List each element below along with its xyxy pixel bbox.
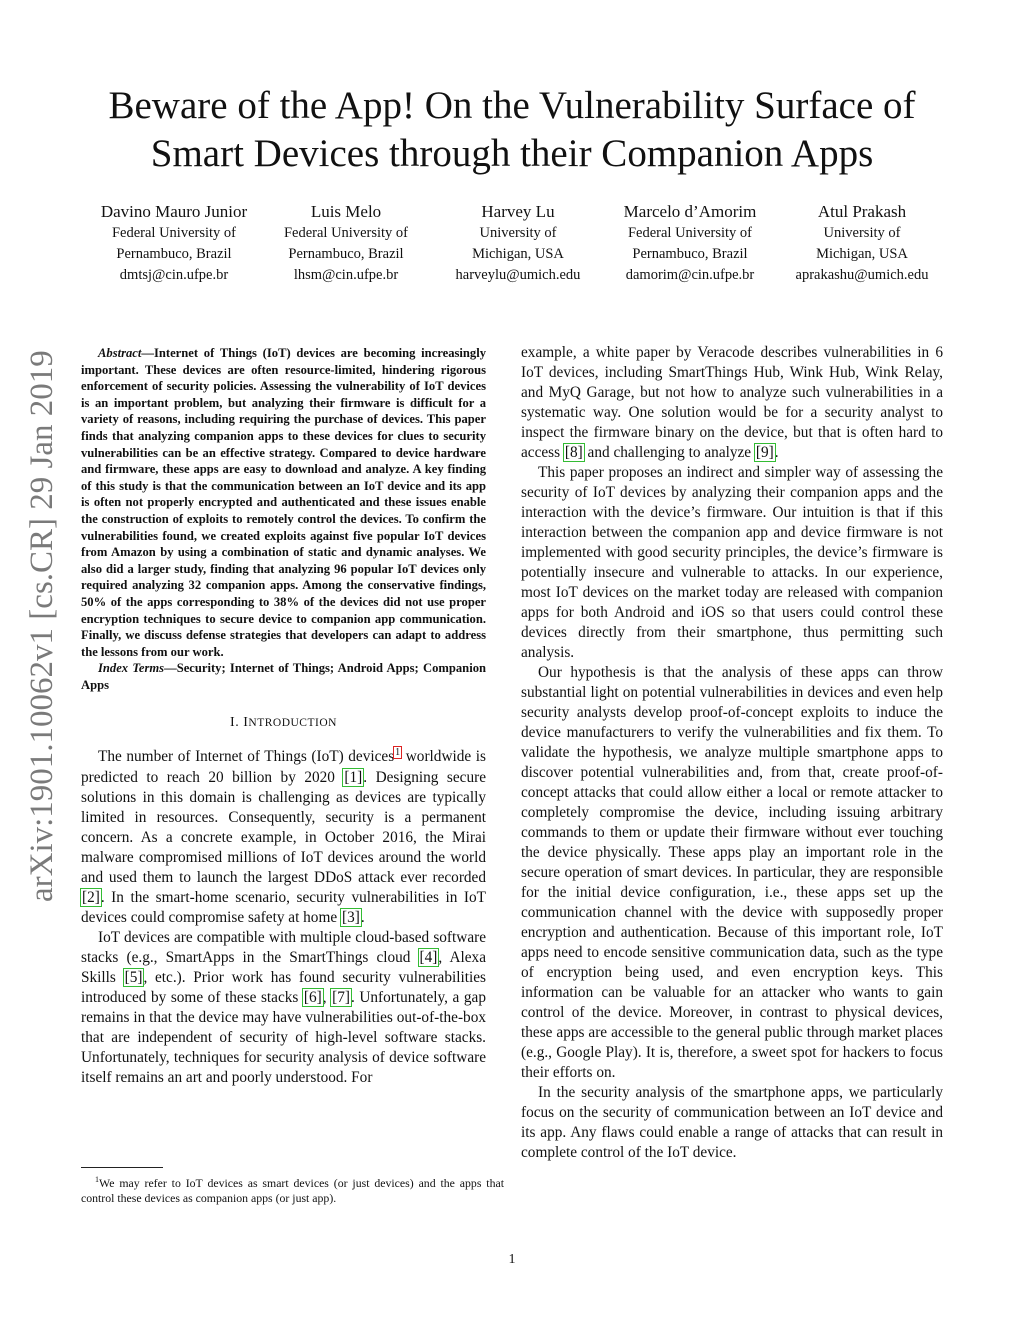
author-email: aprakashu@umich.edu [795, 267, 929, 283]
author-name: Atul Prakash [817, 202, 907, 221]
index-terms-label: Index Terms [98, 661, 165, 676]
footnote-link[interactable]: 1 [395, 747, 401, 759]
citation-link[interactable]: [4] [419, 948, 438, 966]
author-3 [432, 201, 604, 286]
text-run: IoT devices are compatible with multiple cloud-based software stacks (e.g., SmartApps in the SmartThings cloud [81, 928, 486, 966]
right-paragraph-4: In the security analysis of the smartphone apps, we particularly focus on the security of communication between an IoT device and its app. Any flaws could enable a range of attacks that can result in complete control of the IoT device. [521, 1084, 943, 1161]
right-paragraph-1 [521, 343, 943, 463]
text-run: . Designing secure solutions in this domain is challenging as devices are typically limited in resources. Consequently, security is a permanent concern. As a concrete example, in October 2016, the Mirai malware compromised millions of IoT devices around the world and used them to launch the largest DDoS attack ever recorded [81, 768, 486, 886]
author-affiliation: University of [479, 225, 557, 241]
intro-paragraph-2 [81, 928, 486, 1088]
author-affiliation: Federal University of [627, 225, 753, 241]
text-run: The number of Internet of Things (IoT) devices [98, 748, 395, 766]
author-affiliation: Pernambuco, Brazil [116, 246, 232, 262]
title-line-1: Beware of the App! On the Vulnerability Surface of [108, 84, 916, 127]
author-email: damorim@cin.ufpe.br [625, 267, 755, 283]
author-2 [260, 201, 432, 286]
abstract [81, 345, 486, 660]
citation-link[interactable]: [1] [344, 768, 363, 786]
citation-link[interactable]: [2] [82, 888, 100, 906]
author-name: Harvey Lu [481, 202, 555, 221]
author-name: Marcelo d’Amorim [623, 202, 757, 221]
author-affiliation: Michigan, USA [816, 246, 908, 262]
abstract-label: Abstract [98, 346, 142, 360]
section-title-rest: NTRODUCTION [248, 717, 337, 730]
author-affiliation: Pernambuco, Brazil [632, 246, 748, 262]
right-paragraph-2: This paper proposes an indirect and simpler way of assessing the security of IoT devices by analyzing their companion apps and the interaction with the device’s firmware. Our intuition is that if this interaction between the companion app and device firmware is not implemented with good security principles, the device’s firmware is potentially insecure and vulnerable to attacks. In our experience, most IoT devices on the market today are released with companion apps for both Android and iOS so that users could control these devices directly from their smartphone, thus permitting such analysis. [521, 464, 943, 661]
author-affiliation: Federal University of [111, 225, 237, 241]
citation-link[interactable]: [3] [341, 908, 360, 926]
left-column [81, 345, 486, 1088]
title-line-2: Smart Devices through their Companion Apps [150, 132, 874, 175]
author-1 [88, 201, 260, 286]
intro-paragraph-1 [81, 743, 486, 927]
author-email: dmtsj@cin.ufpe.br [119, 267, 229, 283]
citation-link[interactable]: [8] [564, 444, 583, 461]
author-name: Davino Mauro Junior [100, 202, 248, 221]
text-run: , [322, 988, 332, 1006]
footnote-mark: 1 [95, 1175, 99, 1184]
section-title-cap: I [243, 715, 249, 731]
citation-link[interactable]: [7] [332, 988, 350, 1006]
arxiv-identifier: arXiv:1901.10062v1 [cs.CR] 29 Jan 2019 [24, 350, 60, 902]
author-email: harveylu@umich.edu [455, 267, 581, 283]
footnote-rule [81, 1167, 163, 1168]
author-name: Luis Melo [310, 202, 382, 221]
author-affiliation: Federal University of [283, 225, 409, 241]
right-paragraph-3: Our hypothesis is that the analysis of these apps can throw substantial light on potential vulnerabilities in devices and even help security analysts develop proof-of-concept exploits to induce the device manufacturers to verify the vulnerabilities and fix them. To validate the hypothesis, we analyze multiple smartphone apps to discover potential vulnerabilities and, from that, create proof-of-concept attacks that could allow either a local or remote attacker to completely compromise the device, including issuing arbitrary commands to them or update their firmware without ever touching the device physically. These apps play an important role in the secure operation of smart devices. In particular, they are responsible for the initial device configuration, i.e., these apps set up the communication channel with the device with supposedly proper encryption and authentication. Because of this important role, IoT apps need to encode sensitive communication data, such as the type of encryption being used, and even encryption keys. This information can be valuable for an attacker who wants to gain control of the device. Moreover, in contrast to physical devices, these apps are accessible to the general public through market places (e.g., Google Play). It is, therefore, a sweet spot for hackers to focus their efforts on. [521, 664, 943, 1081]
text-run: . [360, 908, 365, 926]
text-run: . [774, 444, 779, 461]
footnote [81, 1172, 504, 1207]
text-run: , etc.). Prior work has found security vulnerabilities introduced by some of these stacks [81, 968, 486, 1006]
text-run: . In the smart-home scenario, security vulnerabilities in IoT devices could compromise safety at home [81, 888, 486, 926]
author-5 [776, 201, 948, 286]
citation-link[interactable]: [6] [303, 988, 322, 1006]
author-4 [604, 201, 776, 286]
text-run: and challenging to analyze [583, 444, 755, 461]
paper-title [60, 82, 964, 178]
abstract-text: —Internet of Things (IoT) devices are becoming increasingly important. These devices are often resource-limited, hindering rigorous enforcement of security policies. Assessing the vulnerability of IoT devices is an important problem, but analyzing their firmware is difficult for a variety of reasons, including requiring the purchase of devices. This paper finds that analyzing companion apps to these devices for clues to security vulnerabilities can be an effective strategy. Compared to device hardware and firmware, these apps are easy to download and analyze. A key finding of this study is that the communication between an IoT device and its app is often not properly encrypted and authenticated and these issues enable the construction of exploits to remotely control the devices. To confirm the vulnerabilities found, we created exploits against five popular IoT devices from Amazon by using a combination of static and dynamic analyses. We also did a larger study, finding that analyzing 96 popular IoT devices only required analyzing 32 companion apps. Among the conservative findings, 50% of the apps corresponding to 38% of the devices did not use proper encryption techniques to secure device to companion app communication. Finally, we discuss defense strategies that developers can adapt to address the lessons from our work. [81, 346, 486, 659]
index-terms-text: —Security; Internet of Things; Android Apps; Companion Apps [81, 661, 486, 692]
text-run: worldwide is predicted to reach 20 billion by 2020 [81, 748, 486, 786]
section-numeral: I. [230, 715, 244, 731]
text-run: example, a white paper by Veracode describes vulnerabilities in 6 IoT devices, including SmartThings Hub, Wink Hub, Wink Relay, and MyQ Garage, but not how to analyze such vulnerabilities in a systematic way. One solution would be for a security analyst to inspect the firmware binary on the device, but that is often hard to access [521, 344, 943, 461]
section-heading-introduction [81, 715, 486, 731]
citation-link[interactable]: [5] [124, 968, 143, 986]
author-affiliation: Michigan, USA [472, 246, 564, 262]
right-column [521, 343, 943, 1163]
author-block [88, 201, 948, 286]
index-terms [81, 660, 486, 693]
author-affiliation: University of [823, 225, 901, 241]
page-number: 1 [508, 1252, 516, 1267]
text-run: . Unfortunately, a gap remains in that the device may have vulnerabilities out-of-the-box that are independent of security of high-level software stacks. Unfortunately, techniques for security analysis of device software itself remains an art and poorly understood. For [81, 988, 486, 1086]
author-email: lhsm@cin.ufpe.br [293, 267, 399, 283]
text-run: , Alexa Skills [81, 948, 486, 986]
citation-link[interactable]: [9] [755, 444, 774, 461]
author-affiliation: Pernambuco, Brazil [288, 246, 404, 262]
footnote-text: We may refer to IoT devices as smart devices (or just devices) and the apps that control these devices as companion apps (or just app). [81, 1175, 504, 1206]
